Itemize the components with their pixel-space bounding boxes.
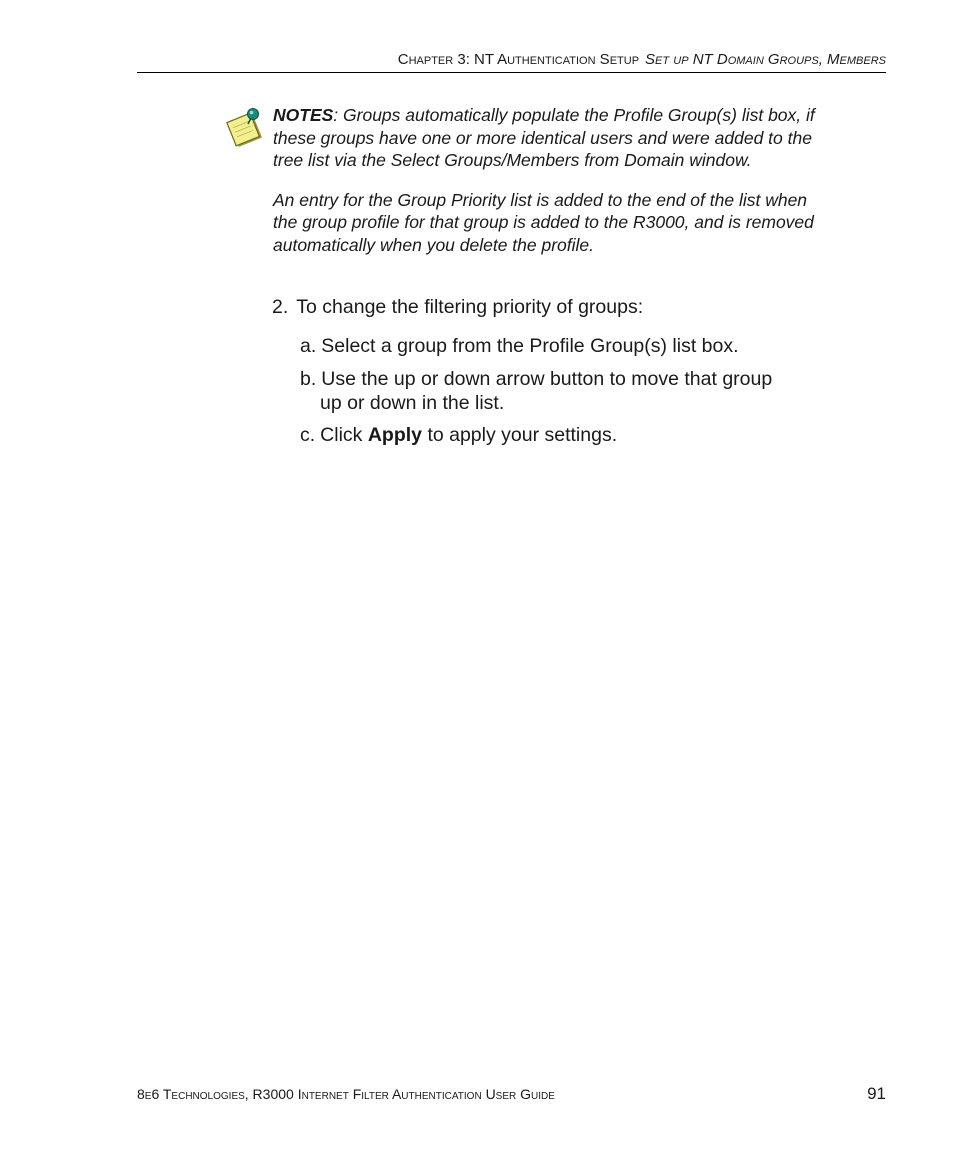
notes-block	[273, 104, 833, 274]
notes-lead: NOTES	[273, 105, 334, 125]
step-2	[272, 295, 832, 319]
substep-a-marker: a.	[300, 335, 317, 357]
header-text	[398, 51, 886, 68]
substep-a-text: Select a group from the Profile Group(s) list box.	[321, 335, 739, 357]
substep-b	[300, 367, 820, 415]
substep-c-prefix: Click	[320, 424, 363, 446]
footer-title: 8e6 Technologies, R3000 Internet Filter Authentication User Guide	[137, 1086, 555, 1102]
page-number: 91	[867, 1084, 886, 1103]
substep-c-marker: c.	[300, 424, 316, 446]
notes-paragraph-1	[273, 104, 833, 172]
header-section: Set up NT Domain Groups, Members	[645, 51, 886, 68]
step-2-text: To change the filtering priority of groups:	[296, 296, 644, 318]
notes-text-1: : Groups automatically populate the Profile Group(s) list box, if these groups have one or more identical users and were added to the tree list via the Select Groups/Members from Domain window.	[273, 105, 815, 171]
substep-b-text-line1: Use the up or down arrow button to move that group	[321, 368, 773, 390]
apply-label: Apply	[367, 424, 423, 446]
header-chapter: Chapter 3: NT Authentication Setup	[397, 51, 640, 68]
substep-a	[300, 334, 820, 358]
step-2-number: 2.	[272, 296, 289, 318]
substep-c	[300, 423, 820, 447]
note-pad-icon	[226, 106, 266, 148]
substep-b-marker: b.	[300, 368, 317, 390]
substep-b-text-line2: up or down in the list.	[320, 392, 505, 414]
running-header	[137, 46, 886, 73]
notes-paragraph-2: An entry for the Group Priority list is added to the end of the list when the group profile for that group is added to the R3000, and is removed automatically when you delete the profile.	[273, 189, 814, 255]
substep-c-suffix: to apply your settings.	[427, 424, 618, 446]
